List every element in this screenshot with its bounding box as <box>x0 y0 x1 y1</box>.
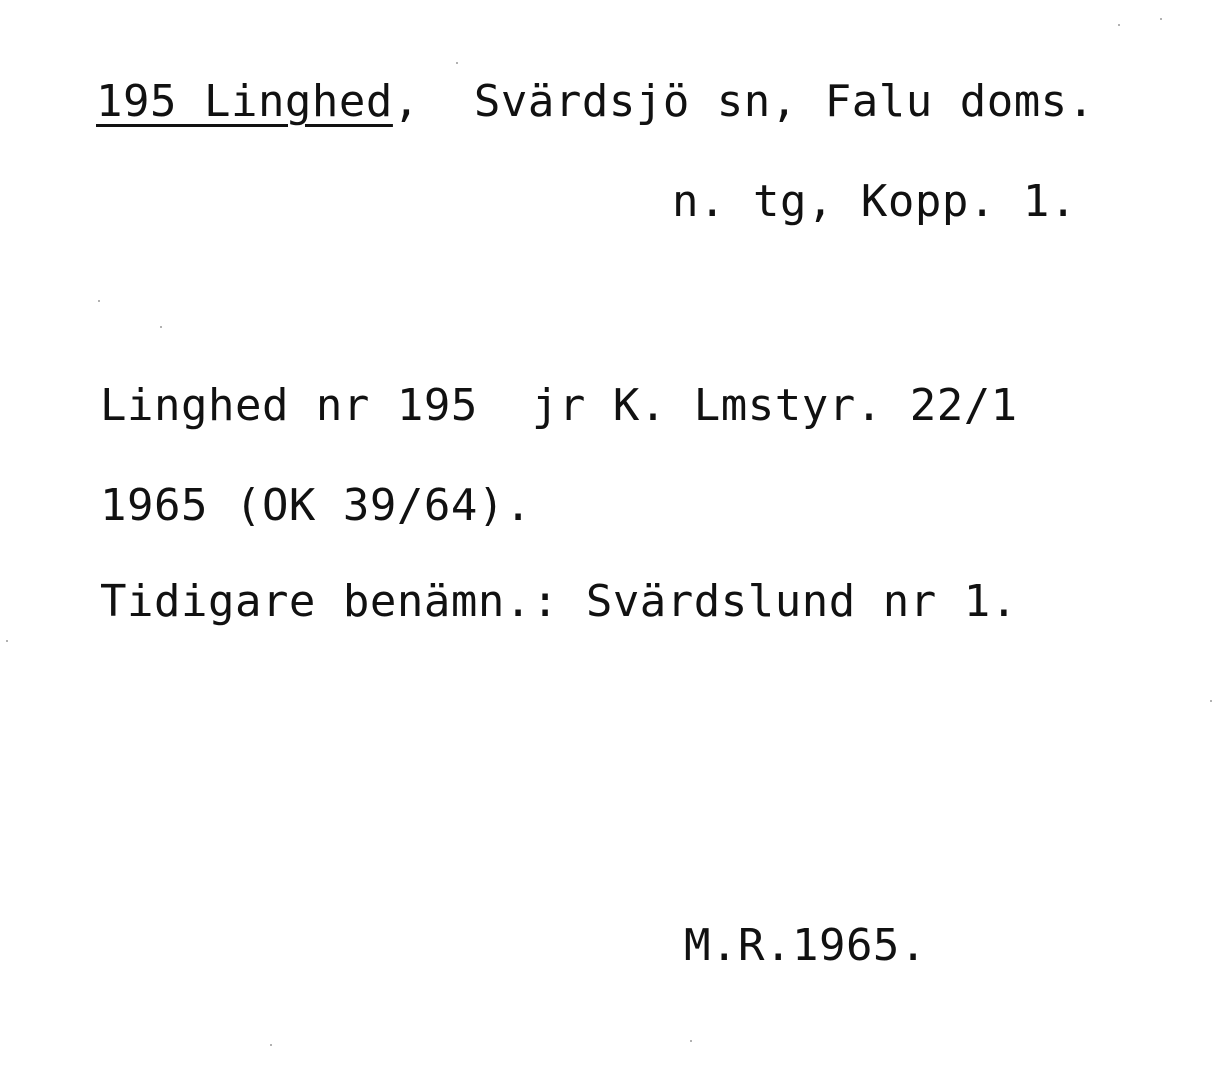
scan-speck <box>456 62 458 64</box>
scan-speck <box>1118 24 1120 26</box>
decision-text-line-1: Linghed nr 195 jr K. Lmstyr. 22/1 <box>100 380 1018 431</box>
scan-speck <box>270 1044 272 1046</box>
title-comma: , <box>392 76 420 127</box>
card-heading <box>96 76 1095 127</box>
signature-text: M.R.1965. <box>684 920 927 971</box>
scan-speck <box>160 326 162 328</box>
scan-speck <box>690 1040 692 1042</box>
former-name-text: Tidigare benämn.: Svärdslund nr 1. <box>100 576 1018 627</box>
decision-text-line-2: 1965 (OK 39/64). <box>100 480 532 531</box>
map-reference-text: n. tg, Kopp. 1. <box>672 176 1077 227</box>
scan-speck <box>6 640 8 642</box>
scan-speck <box>98 300 100 302</box>
scan-speck <box>1160 18 1162 20</box>
place-name-title: 195 Linghed <box>96 76 393 127</box>
parish-court-text: Svärdsjö sn, Falu doms. <box>473 76 1095 127</box>
scan-speck <box>1210 700 1212 702</box>
